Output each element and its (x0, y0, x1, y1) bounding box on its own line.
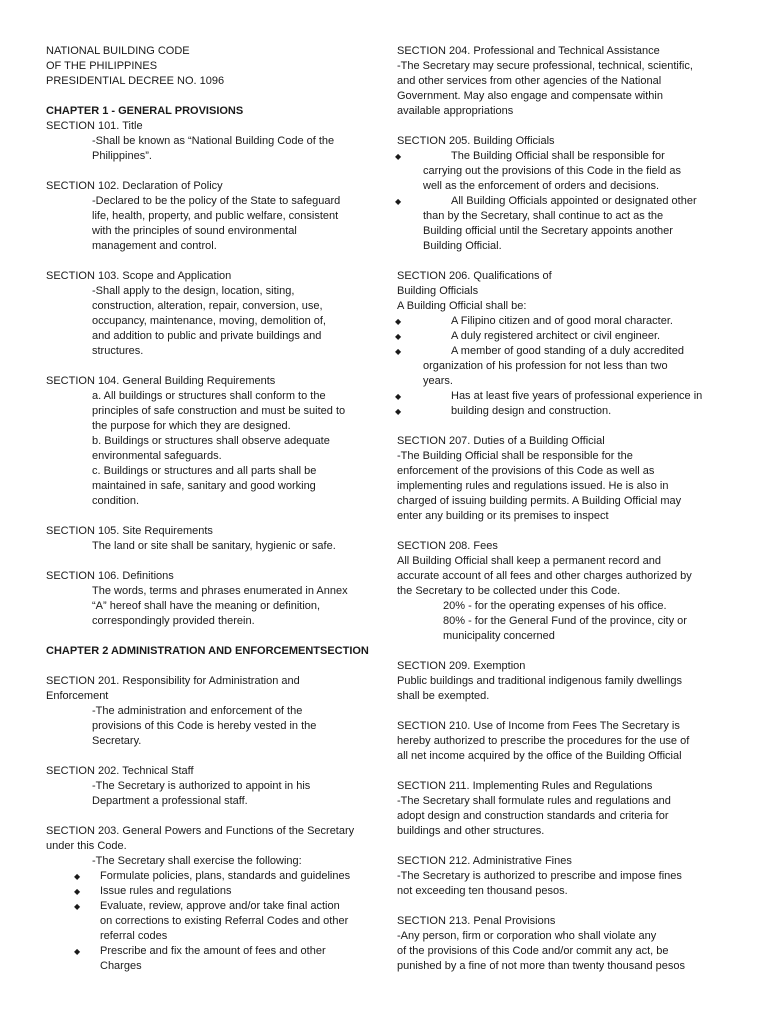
list-item: ◆ Issue rules and regulations (74, 885, 232, 897)
list-item: ◆ Has at least five years of professional experience in (395, 390, 703, 402)
section-text: -The Secretary shall exercise the following: (92, 855, 302, 867)
section-text: principles of safe construction and must be suited to (92, 405, 346, 417)
section-title: SECTION 203. General Powers and Functions of the Secretary (46, 825, 355, 837)
section-title: Building Officials (397, 285, 479, 297)
section-title: SECTION 205. Building Officials (397, 135, 555, 147)
section-title: SECTION 204. Professional and Technical Assistance (397, 45, 660, 57)
section-text: maintained in safe, sanitary and good working (92, 480, 316, 492)
section-text: the purpose for which they are designed. (92, 420, 291, 432)
section-text: the Secretary to be collected under this Code. (397, 585, 621, 597)
section-text: A Building Official shall be: (397, 300, 527, 312)
section-title: SECTION 102. Declaration of Policy (46, 180, 223, 192)
section-text: structures. (92, 345, 144, 357)
section-text: “A” hereof shall have the meaning or definition, (92, 600, 321, 612)
section-title: SECTION 209. Exemption (397, 660, 526, 672)
decree-number: PRESIDENTIAL DECREE NO. 1096 (46, 75, 225, 87)
bullet-icon: ◆ (395, 197, 402, 206)
list-item: ◆ Evaluate, review, approve and/or take final action on corrections to existing Referral Codes and other referral codes (74, 900, 349, 942)
bullet-icon: ◆ (395, 332, 402, 341)
section-text: -Shall apply to the design, location, siting, (92, 285, 295, 297)
bullet-icon: ◆ (74, 887, 81, 896)
section-text: punished by a fine of not more than twenty thousand pesos (397, 960, 686, 972)
section-text: -The Building Official shall be responsible for the (397, 450, 633, 462)
section-text: -The administration and enforcement of the (92, 705, 303, 717)
bullet-icon: ◆ (74, 872, 81, 881)
section-text: and addition to public and private buildings and (92, 330, 322, 342)
section-title: SECTION 103. Scope and Application (46, 270, 232, 282)
section-title: Enforcement (46, 690, 109, 702)
section-text: enter any building or its premises to inspect (397, 510, 609, 522)
section-text: adopt design and construction standards and criteria for (397, 810, 669, 822)
document-title: NATIONAL BUILDING CODE (46, 45, 190, 57)
chapter-heading: CHAPTER 1 - GENERAL PROVISIONS (46, 105, 244, 117)
list-item: ◆ Formulate policies, plans, standards and guidelines (74, 870, 351, 882)
section-title: SECTION 210. Use of Income from Fees The Secretary is (397, 720, 680, 732)
section-text: -The Secretary is authorized to appoint in his (92, 780, 311, 792)
section-text: charged of issuing building permits. A Building Official may (397, 495, 682, 507)
section-title: SECTION 101. Title (46, 120, 143, 132)
section-text: with the principles of sound environmental (92, 225, 297, 237)
section-text: not exceeding ten thousand pesos. (397, 885, 568, 897)
section-text: shall be exempted. (397, 690, 490, 702)
section-text: environmental safeguards. (92, 450, 222, 462)
section-text: implementing rules and regulations issued. He is also in (397, 480, 669, 492)
bullet-icon: ◆ (74, 947, 81, 956)
section-text: enforcement of the provisions of this Code as well as (397, 465, 655, 477)
section-title: SECTION 207. Duties of a Building Official (397, 435, 605, 447)
section-title: SECTION 212. Administrative Fines (397, 855, 572, 867)
section-text: a. All buildings or structures shall conform to the (92, 390, 326, 402)
section-text: Government. May also engage and compensate within (397, 90, 663, 102)
section-text: provisions of this Code is hereby vested in the (92, 720, 317, 732)
bullet-icon: ◆ (395, 392, 402, 401)
section-text: b. Buildings or structures shall observe adequate (92, 435, 330, 447)
section-title: SECTION 208. Fees (397, 540, 498, 552)
section-text: condition. (92, 495, 140, 507)
section-text: c. Buildings or structures and all parts shall be (92, 465, 317, 477)
section-title: SECTION 206. Qualifications of (397, 270, 552, 282)
section-text: -The Secretary is authorized to prescribe and impose fines (397, 870, 682, 882)
section-text: and other services from other agencies of the National (397, 75, 662, 87)
section-text: life, health, property, and public welfare, consistent (92, 210, 339, 222)
section-text: The words, terms and phrases enumerated in Annex (92, 585, 348, 597)
section-text: buildings and other structures. (397, 825, 545, 837)
section-title: SECTION 213. Penal Provisions (397, 915, 556, 927)
section-text: All Building Official shall keep a permanent record and (397, 555, 661, 567)
section-title: SECTION 104. General Building Requirements (46, 375, 276, 387)
list-item: ◆ A member of good standing of a duly accredited organization of his profession for not less than two years. (395, 345, 684, 387)
section-text: Secretary. (92, 735, 142, 747)
section-text: -Any person, firm or corporation who shall violate any (397, 930, 657, 942)
bullet-icon: ◆ (395, 152, 402, 161)
fee-item: municipality concerned (443, 630, 555, 642)
section-text: Department a professional staff. (92, 795, 248, 807)
section-text: Public buildings and traditional indigenous family dwellings (397, 675, 682, 687)
list-item: ◆ Prescribe and fix the amount of fees and other Charges (74, 945, 326, 972)
section-text: -The Secretary shall formulate rules and regulations and (397, 795, 671, 807)
left-column (46, 44, 370, 974)
section-title: SECTION 211. Implementing Rules and Regulations (397, 780, 653, 792)
section-text: -Declared to be the policy of the State to safeguard (92, 195, 341, 207)
section-title: SECTION 106. Definitions (46, 570, 174, 582)
bullet-icon: ◆ (74, 902, 81, 911)
list-item: ◆ The Building Official shall be responsible for carrying out the provisions of this Code in the field as well as the enforcement of orders and decisions. (395, 150, 682, 192)
document-title: OF THE PHILIPPINES (46, 60, 158, 72)
section-text: -Shall be known as “National Building Code of the (92, 135, 335, 147)
fee-item: 20% - for the operating expenses of his office. (443, 600, 667, 612)
list-item: ◆ A Filipino citizen and of good moral character. (395, 315, 673, 327)
list-item: ◆ All Building Officials appointed or designated other than by the Secretary, shall continue to act as the Building official until the Secretary appoints another Building Official. (395, 195, 697, 252)
section-text: available appropriations (397, 105, 514, 117)
section-title: SECTION 201. Responsibility for Administration and (46, 675, 300, 687)
section-text: of the provisions of this Code and/or commit any act, be (397, 945, 669, 957)
bullet-icon: ◆ (395, 317, 402, 326)
section-text: management and control. (92, 240, 217, 252)
list-item: ◆ building design and construction. (395, 405, 612, 417)
section-text: Philippines”. (92, 150, 152, 162)
section-text: accurate account of all fees and other charges authorized by (397, 570, 692, 582)
list-item: ◆ A duly registered architect or civil engineer. (395, 330, 661, 342)
bullet-icon: ◆ (395, 407, 402, 416)
section-text: -The Secretary may secure professional, technical, scientific, (397, 60, 693, 72)
section-text: occupancy, maintenance, moving, demolition of, (92, 315, 326, 327)
section-text: The land or site shall be sanitary, hygienic or safe. (92, 540, 336, 552)
section-text: correspondingly provided therein. (92, 615, 255, 627)
section-title: under this Code. (46, 840, 127, 852)
fee-item: 80% - for the General Fund of the province, city or (443, 615, 687, 627)
section-title: SECTION 202. Technical Staff (46, 765, 194, 777)
section-text: hereby authorized to prescribe the procedures for the use of (397, 735, 690, 747)
chapter-heading: CHAPTER 2 ADMINISTRATION AND ENFORCEMENTSECTION (46, 645, 369, 657)
section-text: construction, alteration, repair, conversion, use, (92, 300, 323, 312)
bullet-icon: ◆ (395, 347, 402, 356)
section-text: all net income acquired by the office of the Building Official (397, 750, 682, 762)
right-column (397, 44, 727, 974)
section-title: SECTION 105. Site Requirements (46, 525, 213, 537)
